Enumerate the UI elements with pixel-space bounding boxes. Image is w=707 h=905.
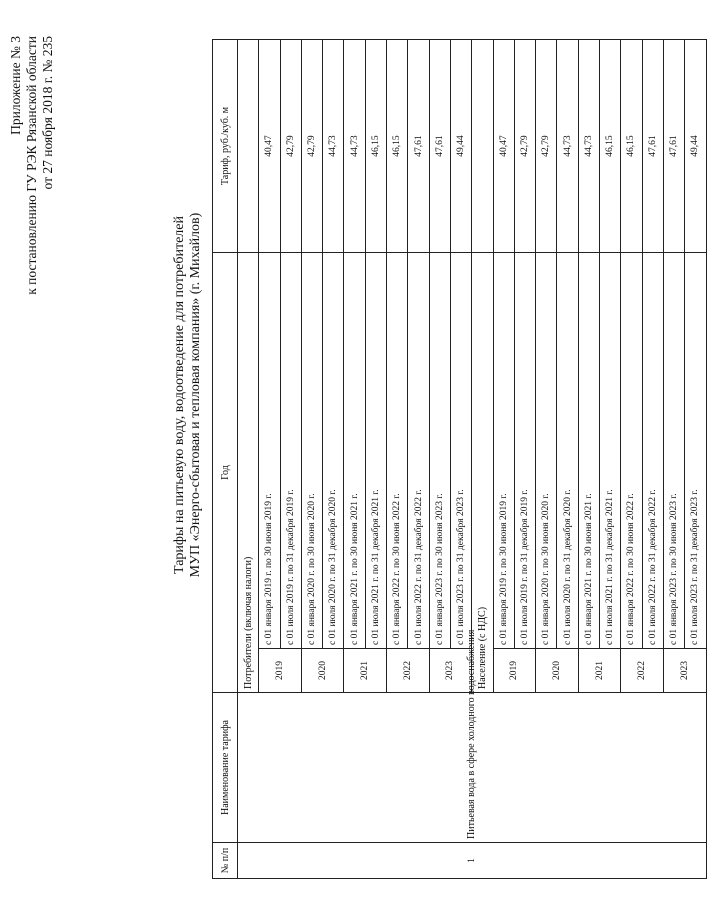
tariff-value: 46,15 xyxy=(621,40,642,253)
document-title xyxy=(172,115,204,675)
tariff-value: 42,79 xyxy=(514,40,535,253)
period-cell: с 01 января 2021 г. по 30 июня 2021 г. xyxy=(578,252,599,648)
consumer-group-label: Потребители (включая налоги) xyxy=(238,252,259,692)
period-cell: с 01 января 2022 г. по 30 июня 2022 г. xyxy=(387,252,408,648)
title-line-2: МУП «Энерго-сбытовая и тепловая компания» (г. Михайлов) xyxy=(188,212,203,578)
table-header-row xyxy=(213,40,238,879)
empty-cell xyxy=(472,40,493,253)
header-num: № п/п xyxy=(213,843,238,879)
year-cell: 2022 xyxy=(387,649,430,693)
tariff-name: Питьевая вода в сфере холодного водоснабжения xyxy=(238,693,707,843)
tariff-value: 44,73 xyxy=(323,40,344,253)
period-cell: с 01 июля 2021 г. по 31 декабря 2021 г. xyxy=(600,252,621,648)
tariff-value: 47,61 xyxy=(663,40,684,253)
year-cell: 2021 xyxy=(344,649,387,693)
header-name: Наименование тарифа xyxy=(213,693,238,843)
tariff-value: 46,15 xyxy=(387,40,408,253)
tariff-value: 49,44 xyxy=(685,40,706,253)
tariff-value: 46,15 xyxy=(600,40,621,253)
period-cell: с 01 июля 2020 г. по 31 декабря 2020 г. xyxy=(557,252,578,648)
tariff-value: 42,79 xyxy=(536,40,557,253)
empty-cell xyxy=(238,40,259,253)
period-cell: с 01 июля 2023 г. по 31 декабря 2023 г. xyxy=(685,252,706,648)
table-body xyxy=(238,40,707,879)
year-cell: 2019 xyxy=(259,649,302,693)
year-cell: 2022 xyxy=(621,649,664,693)
tariff-value: 46,15 xyxy=(365,40,386,253)
period-cell: с 01 июля 2020 г. по 31 декабря 2020 г. xyxy=(323,252,344,648)
year-cell: 2019 xyxy=(493,649,536,693)
tariff-value: 44,73 xyxy=(578,40,599,253)
tariff-value: 49,44 xyxy=(450,40,471,253)
period-cell: с 01 января 2023 г. по 30 июня 2023 г. xyxy=(663,252,684,648)
period-cell: с 01 июля 2019 г. по 31 декабря 2019 г. xyxy=(280,252,301,648)
title-line-1: Тарифы на питьевую воду, водоотведение для потребителей xyxy=(172,216,187,574)
approval-block xyxy=(8,36,56,295)
tariff-table xyxy=(212,39,707,879)
period-cell: с 01 января 2022 г. по 30 июня 2022 г. xyxy=(621,252,642,648)
tariff-value: 42,79 xyxy=(301,40,322,253)
resolution-date: от 27 ноября 2018 г. № 235 xyxy=(40,36,55,190)
tariff-value: 47,61 xyxy=(408,40,429,253)
period-cell: с 01 июля 2019 г. по 31 декабря 2019 г. xyxy=(514,252,535,648)
year-cell: 2023 xyxy=(429,649,472,693)
period-cell: с 01 июля 2023 г. по 31 декабря 2023 г. xyxy=(450,252,471,648)
consumer-group-label: Население (с НДС) xyxy=(472,252,493,692)
tariff-value: 44,73 xyxy=(557,40,578,253)
appendix-label: Приложение № 3 xyxy=(8,36,23,135)
header-year: Год xyxy=(213,252,238,692)
year-cell: 2021 xyxy=(578,649,621,693)
header-tariff: Тариф, руб./куб. м xyxy=(213,40,238,253)
period-cell: с 01 января 2023 г. по 30 июня 2023 г. xyxy=(429,252,450,648)
resolution-reference: к постановлению ГУ РЭК Рязанской области xyxy=(24,36,39,295)
period-cell: с 01 июля 2021 г. по 31 декабря 2021 г. xyxy=(365,252,386,648)
period-cell: с 01 января 2020 г. по 30 июня 2020 г. xyxy=(301,252,322,648)
period-cell: с 01 января 2019 г. по 30 июня 2019 г. xyxy=(493,252,514,648)
tariff-value: 40,47 xyxy=(493,40,514,253)
tariff-value: 47,61 xyxy=(429,40,450,253)
period-cell: с 01 января 2021 г. по 30 июня 2021 г. xyxy=(344,252,365,648)
year-cell: 2023 xyxy=(663,649,706,693)
tariff-value: 40,47 xyxy=(259,40,280,253)
year-cell: 2020 xyxy=(301,649,344,693)
period-cell: с 01 июля 2022 г. по 31 декабря 2022 г. xyxy=(408,252,429,648)
tariff-value: 42,79 xyxy=(280,40,301,253)
period-cell: с 01 июля 2022 г. по 31 декабря 2022 г. xyxy=(642,252,663,648)
tariff-value: 44,73 xyxy=(344,40,365,253)
row-number: 1 xyxy=(238,843,707,879)
tariff-value: 47,61 xyxy=(642,40,663,253)
period-cell: с 01 января 2020 г. по 30 июня 2020 г. xyxy=(536,252,557,648)
period-cell: с 01 января 2019 г. по 30 июня 2019 г. xyxy=(259,252,280,648)
year-cell: 2020 xyxy=(536,649,579,693)
group-row xyxy=(238,40,259,879)
